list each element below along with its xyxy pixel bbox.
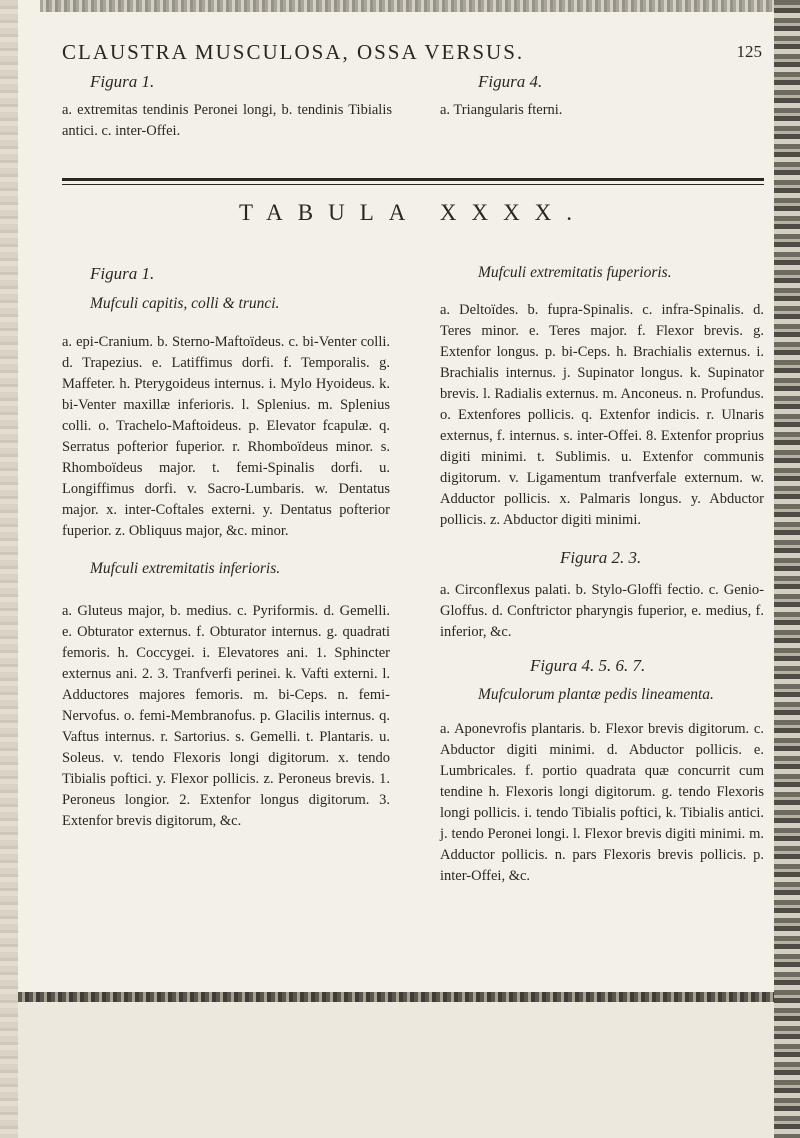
right-figure2-heading: Figura 2. 3. [560, 548, 642, 567]
left-section2-title: Mufculi extremitatis inferioris. [90, 560, 281, 577]
running-head-title: CLAUSTRA MUSCULOSA, OSSA VERSUS. [62, 40, 525, 64]
heading-rule-thick [62, 178, 764, 181]
left-section1-title: Mufculi capitis, colli & trunci. [90, 295, 280, 312]
page-top-edge [40, 0, 774, 12]
right-figure4-heading: Figura 4. 5. 6. 7. [530, 656, 646, 675]
top-left-figure-heading: Figura 1. [90, 72, 155, 91]
running-head [62, 40, 762, 68]
left-section1-text: a. epi-Cranium. b. Sterno-Maftoïdeus. c. bi-Venter colli. d. Trapezius. e. Latiffimus dorfi. f. Temporalis. g. Maffeter. h. Pterygoideus internus. i. Mylo Hyoideus. k. bi-Venter maxillæ inferioris. l. Splenius. m. Splenius colli. o. Trachelo-Maftoideus. p. Elevator fcapulæ. q. Serratus pofterior fuperior. r. Rhomboïdeus minor. s. Rhomboïdeus major. t. femi-Spinalis dorfi. u. Longiffimus dorfi. v. Sacro-Lumbaris. w. Dentatus major. x. inter-Coftales externi. y. Dentatus pofterior fuperior. z. Obliquus major, &c. minor. [62, 334, 390, 539]
right-section2-text: a. Aponevrofis plantaris. b. Flexor brevis digitorum. c. Abductor digiti minimi. d. Abductor pollicis. e. Lumbricales. f. portio quadrata quæ concurrit cum tendine h. Flexoris longi digitorum. g. tendo Flexoris longi pollicis. i. tendo Tibialis poftici, k. Tibialis antici. j. tendo Peronei longi. l. Flexor brevis digiti minimi. m. Adductor pollicis. n. pars Flexoris brevis pollicis. p. inter-Offei, &c. [440, 721, 764, 884]
page-number: 125 [736, 42, 762, 61]
tabula-title: TABULA XXXX. [238, 200, 588, 225]
below-page-area [18, 1002, 774, 1138]
left-figure-heading: Figura 1. [90, 264, 155, 283]
top-right-legend: a. Triangularis fterni. [440, 102, 563, 118]
page-left-edge [0, 0, 18, 1138]
heading-rule-thin [62, 184, 764, 185]
left-section2-text: a. Gluteus major, b. medius. c. Pyriformis. d. Gemelli. e. Obturator externus. f. Obturator internus. g. quadrati femoris. h. Coccygei. i. Elevatores ani. 1. Sphincter externus ani. 2. 3. Tranfverfi perinei. k. Vafti externi. l. Adductores majores femoris. m. bi-Ceps. n. femi-Nervofus. o. femi-Membranofus. p. Glacilis internus. q. Vaftus internus. r. Sartorius. s. Gemelli. t. Plantaris. u. Soleus. v. tendo Flexoris longi digitorum. x. tendo Tibialis poftici. y. Flexor pollicis. z. Peroneus brevis. 1. Peroneus longior. 2. Extenfor longus digitorum. 3. Extenfor brevis digitorum, &c. [62, 603, 390, 829]
page-right-edge [774, 0, 800, 1138]
top-right-figure-heading: Figura 4. [478, 72, 543, 91]
page-bottom-edge [18, 992, 774, 1002]
right-section2-title: Mufculorum plantæ pedis lineamenta. [478, 686, 714, 703]
top-left-legend: a. extremitas tendinis Peronei longi, b. tendinis Tibialis antici. c. inter-Offei. [62, 102, 392, 139]
right-figure2-text: a. Circonflexus palati. b. Stylo-Gloffi fectio. c. Genio-Gloffus. d. Conftrictor pharyngis fuperior, e. medius, f. inferior, &c. [440, 582, 764, 640]
right-section1-text: a. Deltoïdes. b. fupra-Spinalis. c. infra-Spinalis. d. Teres minor. e. Teres major. f. Flexor brevis. g. Extenfor longus. p. bi-Ceps. h. Brachialis externus. i. Brachialis internus. j. Supinator longus. k. Supinator brevis. l. Radialis externus. m. Anconeus. n. Profundus. o. Extenfores pollicis. q. Extenfor indicis. r. Ulnaris externus, f. internus. s. inter-Offei. 8. Extenfor proprius digiti minimi. t. Sublimis. u. Extenfor communis digitorum. v. Ligamentum tranfverfale externum. w. Adductor pollicis. x. Palmaris longus. y. Abductor pollicis. z. Abductor digiti minimi. [440, 302, 764, 528]
right-section1-title: Mufculi extremitatis fuperioris. [478, 264, 672, 281]
